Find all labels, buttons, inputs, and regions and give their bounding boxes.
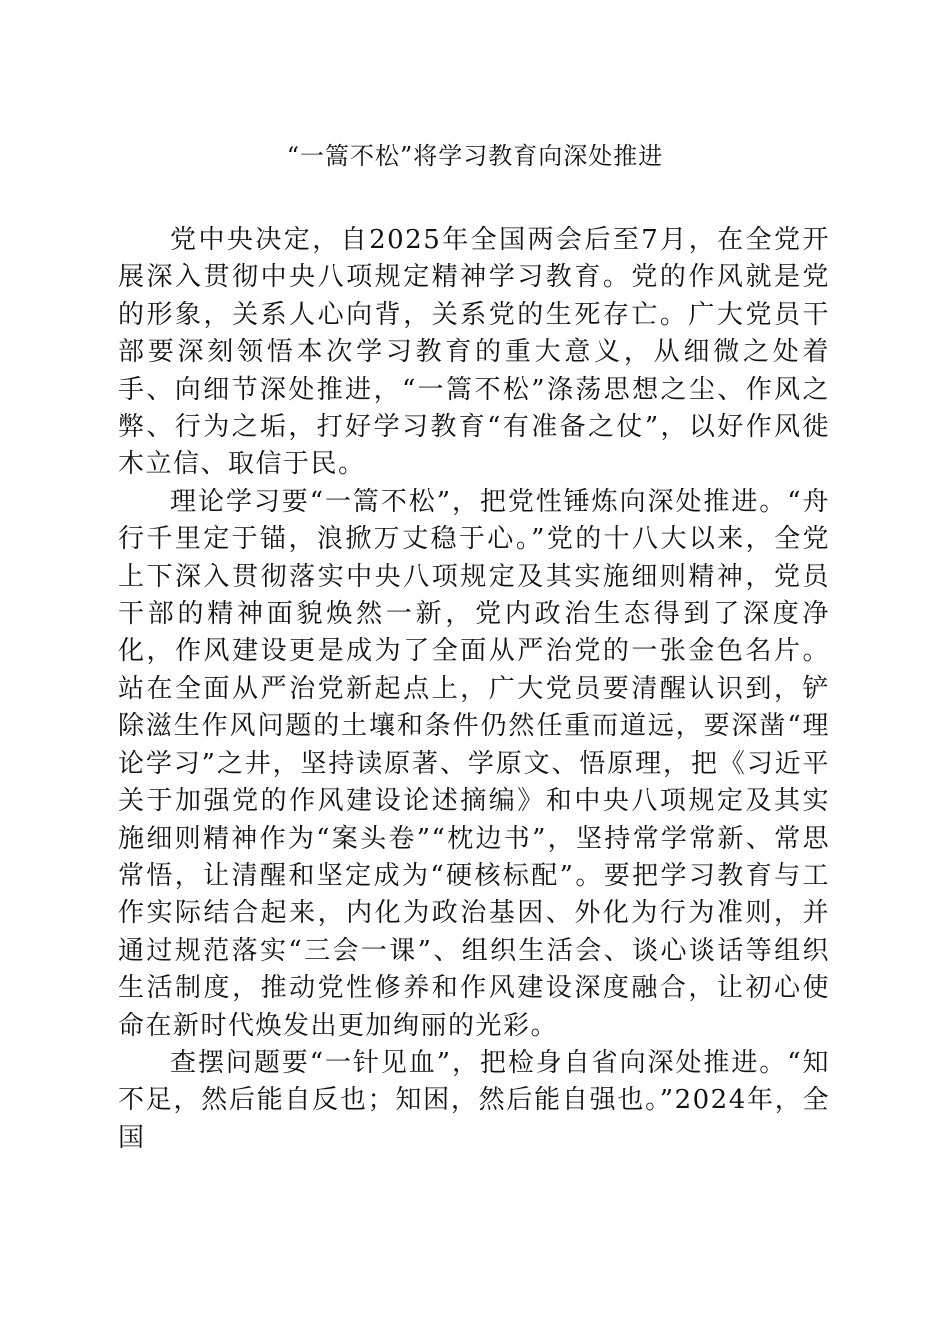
document-title: “一篙不松”将学习教育向深处推进 <box>286 142 664 170</box>
paragraph-theory-study: 理论学习要“一篙不松”，把党性锤炼向深处推进。“舟行千里定于锚，浪掀万丈稳于心。”党的十八大以来，全党上下深入贯彻落实中央八项规定及其实施细则精神，党员干部的精神面貌焕然一新，党内政治生态得到了深度净化，作风建设更是成为了全面从严治党的一张金色名片。站在全面从严治党新起点上，广大党员要清醒认识到，铲除滋生作风问题的土壤和条件仍然任重而道远，要深凿“理论学习”之井，坚持读原著、学原文、悟原理，把《习近平关于加强党的作风建设论述摘编》和中央八项规定及其实施细则精神作为“案头卷”“枕边书”，坚持常学常新、常思常悟，让清醒和坚定成为“硬核标配”。要把学习教育与工作实际结合起来，内化为政治基因、外化为行为准则，并通过规范落实“三会一课”、组织生活会、谈心谈话等组织生活制度，推动党性修养和作风建设深度融合，让初心使命在新时代焕发出更加绚丽的光彩。 <box>118 486 830 1041</box>
document-body <box>118 222 830 1157</box>
paragraph-intro: 党中央决定，自2025年全国两会后至7月，在全党开展深入贯彻中央八项规定精神学习教育。党的作风就是党的形象，关系人心向背，关系党的生死存亡。广大党员干部要深刻领悟本次学习教育的重大意义，从细微之处着手、向细节深处推进，“一篙不松”涤荡思想之尘、作风之弊、行为之垢，打好学习教育“有准备之仗”，以好作风徙木立信、取信于民。 <box>118 225 830 480</box>
paragraph-problem-check: 查摆问题要“一针见血”，把检身自省向深处推进。“知不足，然后能自反也；知困，然后能自强也。”2024年，全国 <box>118 1047 830 1153</box>
